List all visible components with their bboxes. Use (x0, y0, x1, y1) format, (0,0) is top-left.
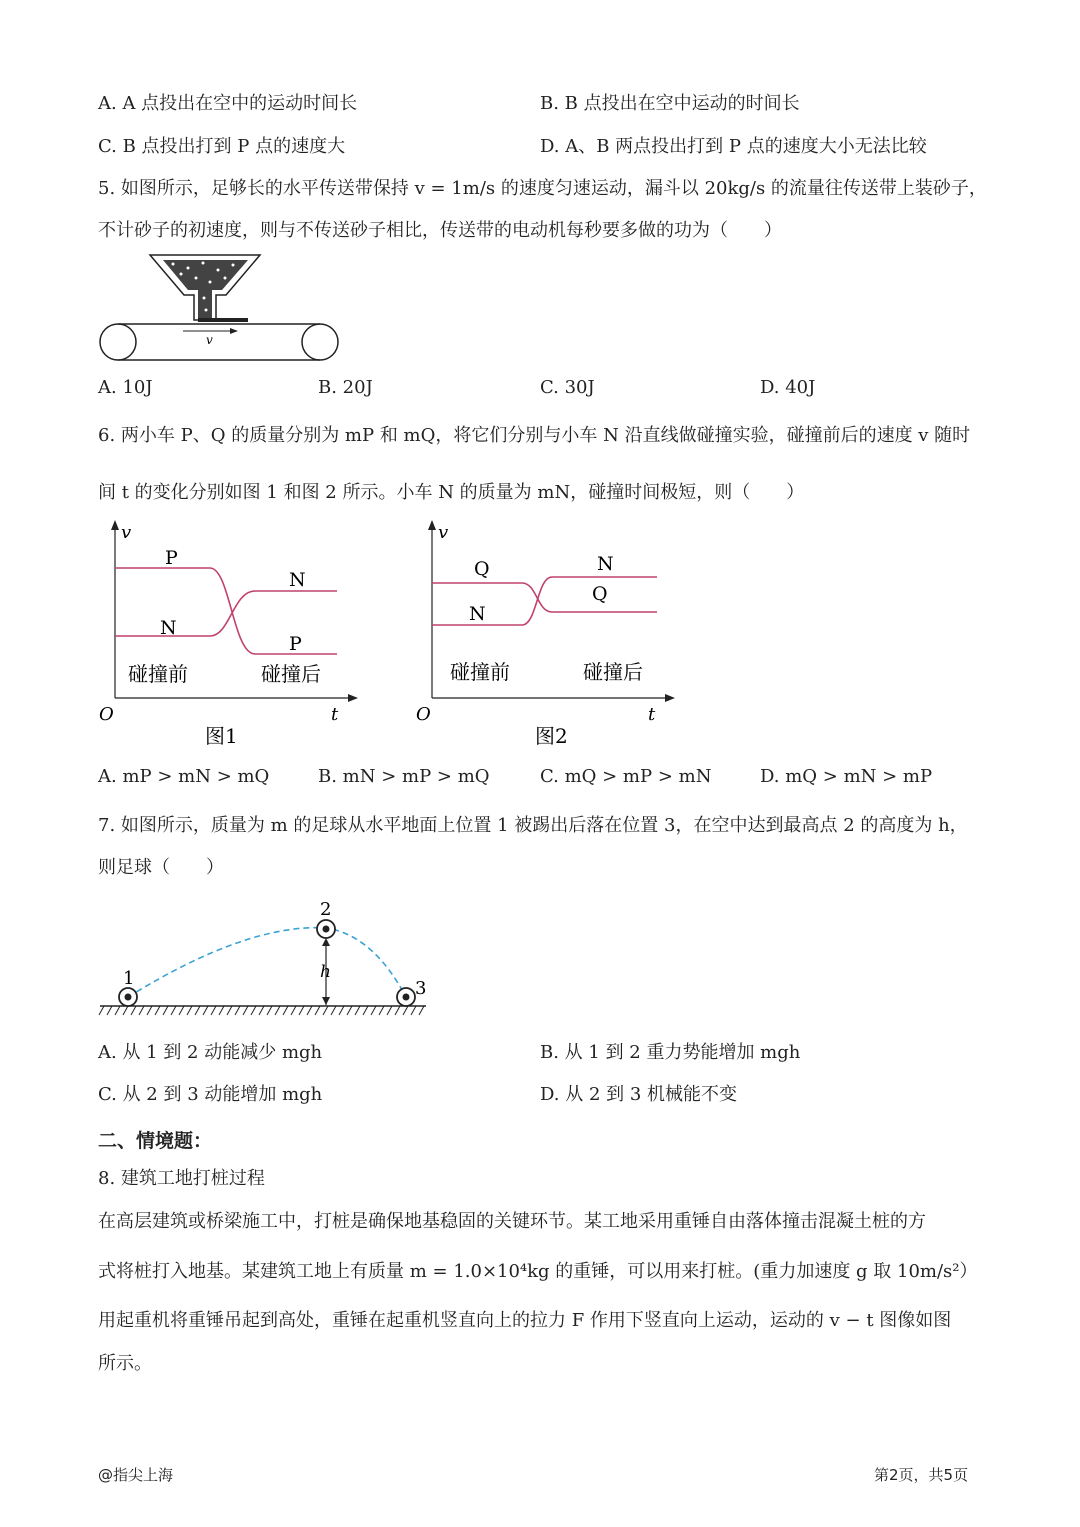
q4-option-a: A. A 点投出在空中的运动时间长 (98, 93, 358, 114)
label-before: 碰撞前 (128, 662, 188, 686)
footer-page-number: 第2页，共5页 (874, 1466, 969, 1484)
q4-option-c: C. B 点投出打到 P 点的速度大 (98, 136, 346, 157)
q5-option-a: A. 10J (98, 377, 153, 398)
label-P-before: P (165, 547, 178, 569)
q7-stem-line2: 则足球（ ） (98, 857, 224, 878)
t-axis-arrow (665, 694, 675, 702)
origin-label: O (416, 704, 431, 725)
section-2-title: 二、情境题： (98, 1130, 213, 1152)
q4-option-d: D. A、B 两点投出打到 P 点的速度大小无法比较 (540, 136, 927, 157)
label-Q-after: Q (592, 583, 608, 605)
label-N-after: N (289, 569, 306, 591)
q7-option-a: A. 从 1 到 2 动能减少 mgh (98, 1042, 323, 1063)
q5-option-d: D. 40J (760, 377, 816, 398)
q8-title: 8. 建筑工地打桩过程 (98, 1168, 265, 1189)
height-arrow-up (322, 938, 330, 946)
conveyor-figure (98, 250, 348, 365)
q4-option-b: B. B 点投出在空中运动的时间长 (540, 93, 800, 114)
ball-position-2 (317, 920, 335, 938)
right-roller (302, 324, 338, 360)
ball-position-3 (397, 988, 415, 1006)
label-N-before: N (469, 603, 486, 625)
label-after: 碰撞后 (261, 662, 321, 686)
trajectory-curve (128, 928, 406, 997)
q8-paragraph2-line2: 所示。 (98, 1353, 152, 1374)
origin-label: O (99, 704, 114, 725)
footer-source: @指尖上海 (98, 1466, 174, 1484)
t-axis-label: t (331, 704, 339, 725)
q5-stem-line1: 5. 如图所示，足够长的水平传送带保持 v = 1m/s 的速度匀速运动，漏斗以 20kg/s 的流量往传送带上装砂子， (98, 178, 987, 199)
v-axis-label: v (438, 522, 449, 543)
q5-option-b: B. 20J (318, 377, 373, 398)
t-axis-label: t (648, 704, 656, 725)
position-3-label: 3 (415, 978, 427, 999)
position-2-label: 2 (320, 899, 332, 920)
curve-N (115, 591, 337, 636)
velocity-arrowhead (230, 328, 238, 334)
height-arrow-down (322, 997, 330, 1005)
v-axis-arrow (111, 520, 119, 530)
v-axis-label: v (121, 522, 132, 543)
figure-2-vt-graph (412, 518, 687, 750)
q7-option-d: D. 从 2 到 3 机械能不变 (540, 1084, 738, 1105)
t-axis-arrow (348, 694, 358, 702)
sand-on-belt (198, 318, 248, 322)
q8-paragraph2-line1: 用起重机将重锤吊起到高处，重锤在起重机竖直向上的拉力 F 作用下竖直向上运动，运动的 v − t 图像如图 (98, 1310, 952, 1331)
q8-paragraph1-line1: 在高层建筑或桥梁施工中，打桩是确保地基稳固的关键环节。某工地采用重锤自由落体撞击混凝土桩的方 (98, 1211, 926, 1232)
figure-2-caption: 图2 (535, 724, 568, 748)
label-P-after: P (289, 633, 302, 655)
position-1-label: 1 (123, 968, 135, 989)
q6-option-d: D. mQ > mN > mP (760, 766, 933, 787)
q6-option-b: B. mN > mP > mQ (318, 766, 490, 787)
q6-stem-line2: 间 t 的变化分别如图 1 和图 2 所示。小车 N 的质量为 mN，碰撞时间极短，则（ ） (98, 482, 805, 503)
label-Q-before: Q (474, 558, 490, 580)
label-after: 碰撞后 (583, 660, 643, 684)
q7-option-b: B. 从 1 到 2 重力势能增加 mgh (540, 1042, 801, 1063)
q7-option-c: C. 从 2 到 3 动能增加 mgh (98, 1084, 323, 1105)
figure-1-caption: 图1 (205, 724, 238, 748)
label-N-before: N (160, 617, 177, 639)
label-before: 碰撞前 (450, 660, 510, 684)
q8-paragraph1-line2: 式将桩打入地基。某建筑工地上有质量 m = 1.0×10⁴kg 的重锤，可以用来打桩。(重力加速度 g 取 10m/s²） (98, 1261, 978, 1282)
left-roller (100, 324, 136, 360)
football-trajectory-figure (98, 893, 438, 1025)
q5-stem-line2: 不计砂子的初速度，则与不传送砂子相比，传送带的电动机每秒要多做的功为（ ） (98, 220, 782, 241)
q6-option-c: C. mQ > mP > mN (540, 766, 712, 787)
q6-option-a: A. mP > mN > mQ (98, 766, 270, 787)
q6-stem-line1: 6. 两小车 P、Q 的质量分别为 mP 和 mQ，将它们分别与小车 N 沿直线做碰撞实验，碰撞前后的速度 v 随时 (98, 425, 971, 446)
velocity-label: v (206, 333, 213, 347)
v-axis-arrow (428, 520, 436, 530)
ground-hatching (99, 1006, 424, 1015)
height-label: h (320, 962, 331, 982)
q5-option-c: C. 30J (540, 377, 595, 398)
q7-stem-line1: 7. 如图所示，质量为 m 的足球从水平地面上位置 1 被踢出后落在位置 3，在空中达到最高点 2 的高度为 h， (98, 815, 968, 836)
label-N-after: N (597, 553, 614, 575)
ball-position-1 (119, 988, 137, 1006)
curve-N (432, 577, 657, 625)
curve-Q (432, 583, 657, 612)
figure-1-vt-graph (95, 518, 365, 750)
